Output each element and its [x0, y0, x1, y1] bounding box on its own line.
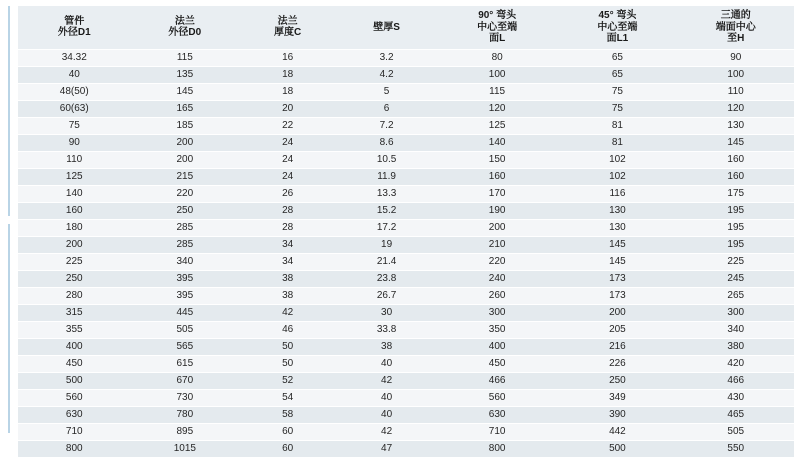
- table-cell: 38: [239, 270, 336, 287]
- table-cell: 710: [18, 423, 131, 440]
- table-row: [18, 321, 794, 338]
- table-cell: 350: [437, 321, 557, 338]
- col-header-tee-face-to-center-h: 三通的 端面中心 至H: [678, 6, 794, 49]
- table-cell: 130: [678, 117, 794, 134]
- table-cell: 90: [18, 134, 131, 151]
- table-cell: 130: [557, 202, 677, 219]
- specification-table: [18, 6, 794, 458]
- table-cell: 17.2: [336, 219, 437, 236]
- table-cell: 200: [131, 151, 240, 168]
- table-cell: 615: [131, 355, 240, 372]
- table-cell: 430: [678, 389, 794, 406]
- table-row: [18, 168, 794, 185]
- table-cell: 140: [437, 134, 557, 151]
- table-cell: 60: [239, 440, 336, 457]
- table-cell: 81: [557, 117, 677, 134]
- table-cell: 42: [336, 372, 437, 389]
- table-cell: 445: [131, 304, 240, 321]
- table-cell: 102: [557, 168, 677, 185]
- table-cell: 150: [437, 151, 557, 168]
- table-cell: 200: [557, 304, 677, 321]
- table-cell: 630: [18, 406, 131, 423]
- table-cell: 18: [239, 66, 336, 83]
- table-cell: 60: [239, 423, 336, 440]
- table-cell: 160: [678, 168, 794, 185]
- table-cell: 4.2: [336, 66, 437, 83]
- table-cell: 40: [336, 355, 437, 372]
- table-cell: 450: [437, 355, 557, 372]
- col-header-45-elbow-center-to-face-l1: 45° 弯头 中心至端 面L1: [557, 6, 677, 49]
- table-row: [18, 406, 794, 423]
- table-row: [18, 117, 794, 134]
- table-cell: 380: [678, 338, 794, 355]
- table-row: [18, 372, 794, 389]
- table-cell: 26.7: [336, 287, 437, 304]
- table-header-row: [18, 6, 794, 49]
- table-cell: 26: [239, 185, 336, 202]
- tee-fitting-panel: [8, 6, 10, 216]
- table-cell: 395: [131, 287, 240, 304]
- col-header-flange-outer-diameter-d0: 法兰 外径D0: [131, 6, 240, 49]
- table-cell: 390: [557, 406, 677, 423]
- table-cell: 195: [678, 236, 794, 253]
- table-cell: 34: [239, 236, 336, 253]
- table-cell: 8.6: [336, 134, 437, 151]
- table-cell: 65: [557, 49, 677, 66]
- table-cell: 54: [239, 389, 336, 406]
- table-cell: 500: [557, 440, 677, 457]
- table-cell: 340: [678, 321, 794, 338]
- table-row: [18, 202, 794, 219]
- table-cell: 220: [437, 253, 557, 270]
- table-cell: 50: [239, 355, 336, 372]
- table-cell: 565: [131, 338, 240, 355]
- table-cell: 38: [336, 338, 437, 355]
- table-cell: 75: [557, 100, 677, 117]
- table-cell: 48(50): [18, 83, 131, 100]
- table-cell: 115: [437, 83, 557, 100]
- table-cell: 250: [557, 372, 677, 389]
- col-header-flange-thickness-c: 法兰 厚度C: [239, 6, 336, 49]
- table-cell: 160: [678, 151, 794, 168]
- table-cell: 102: [557, 151, 677, 168]
- table-row: [18, 338, 794, 355]
- table-cell: 195: [678, 219, 794, 236]
- table-cell: 65: [557, 66, 677, 83]
- table-cell: 42: [239, 304, 336, 321]
- table-cell: 47: [336, 440, 437, 457]
- table-cell: 20: [239, 100, 336, 117]
- table-cell: 210: [437, 236, 557, 253]
- table-cell: 75: [557, 83, 677, 100]
- table-cell: 466: [678, 372, 794, 389]
- table-row: [18, 253, 794, 270]
- table-cell: 38: [239, 287, 336, 304]
- table-cell: 40: [18, 66, 131, 83]
- table-cell: 300: [678, 304, 794, 321]
- table-cell: 145: [131, 83, 240, 100]
- table-row: [18, 185, 794, 202]
- table-cell: 315: [18, 304, 131, 321]
- table-cell: 145: [678, 134, 794, 151]
- table-cell: 24: [239, 151, 336, 168]
- table-row: [18, 66, 794, 83]
- table-cell: 42: [336, 423, 437, 440]
- table-row: [18, 100, 794, 117]
- table-cell: 160: [18, 202, 131, 219]
- table-cell: 780: [131, 406, 240, 423]
- table-cell: 100: [678, 66, 794, 83]
- table-cell: 1015: [131, 440, 240, 457]
- table-header: [18, 6, 794, 49]
- table-cell: 630: [437, 406, 557, 423]
- table-cell: 10.5: [336, 151, 437, 168]
- table-cell: 5: [336, 83, 437, 100]
- table-cell: 245: [678, 270, 794, 287]
- table-cell: 400: [437, 338, 557, 355]
- table-cell: 450: [18, 355, 131, 372]
- table-row: [18, 49, 794, 66]
- table-cell: 145: [557, 236, 677, 253]
- table-cell: 560: [437, 389, 557, 406]
- table-cell: 34.32: [18, 49, 131, 66]
- table-cell: 216: [557, 338, 677, 355]
- table-cell: 16: [239, 49, 336, 66]
- table-cell: 165: [131, 100, 240, 117]
- col-header-90-elbow-center-to-face-l: 90° 弯头 中心至端 面L: [437, 6, 557, 49]
- table-cell: 90: [678, 49, 794, 66]
- table-cell: 200: [437, 219, 557, 236]
- table-cell: 710: [437, 423, 557, 440]
- elbow-fitting-panel: [8, 224, 10, 434]
- table-cell: 280: [18, 287, 131, 304]
- table-cell: 180: [18, 219, 131, 236]
- table-cell: 265: [678, 287, 794, 304]
- table-cell: 442: [557, 423, 677, 440]
- table-cell: 670: [131, 372, 240, 389]
- table-cell: 13.3: [336, 185, 437, 202]
- table-cell: 465: [678, 406, 794, 423]
- table-cell: 466: [437, 372, 557, 389]
- table-cell: 30: [336, 304, 437, 321]
- table-cell: 800: [18, 440, 131, 457]
- table-cell: 355: [18, 321, 131, 338]
- table-row: [18, 151, 794, 168]
- table-cell: 200: [18, 236, 131, 253]
- table-cell: 550: [678, 440, 794, 457]
- table-row: [18, 355, 794, 372]
- table-cell: 225: [678, 253, 794, 270]
- table-cell: 75: [18, 117, 131, 134]
- table-cell: 125: [437, 117, 557, 134]
- table-cell: 28: [239, 202, 336, 219]
- specification-table-wrap: [16, 0, 800, 454]
- table-cell: 80: [437, 49, 557, 66]
- table-cell: 115: [131, 49, 240, 66]
- table-cell: 175: [678, 185, 794, 202]
- table-cell: 110: [18, 151, 131, 168]
- table-row: [18, 389, 794, 406]
- table-cell: 250: [131, 202, 240, 219]
- table-cell: 15.2: [336, 202, 437, 219]
- table-cell: 420: [678, 355, 794, 372]
- table-cell: 200: [131, 134, 240, 151]
- table-row: [18, 287, 794, 304]
- table-cell: 100: [437, 66, 557, 83]
- table-row: [18, 83, 794, 100]
- table-cell: 500: [18, 372, 131, 389]
- table-row: [18, 423, 794, 440]
- table-cell: 19: [336, 236, 437, 253]
- table-body: [18, 49, 794, 457]
- table-cell: 120: [437, 100, 557, 117]
- table-cell: 40: [336, 389, 437, 406]
- table-cell: 6: [336, 100, 437, 117]
- table-cell: 81: [557, 134, 677, 151]
- table-cell: 560: [18, 389, 131, 406]
- col-header-wall-thickness-s: 壁厚S: [336, 6, 437, 49]
- table-cell: 145: [557, 253, 677, 270]
- table-cell: 190: [437, 202, 557, 219]
- table-cell: 33.8: [336, 321, 437, 338]
- table-cell: 21.4: [336, 253, 437, 270]
- table-row: [18, 219, 794, 236]
- table-cell: 220: [131, 185, 240, 202]
- table-cell: 130: [557, 219, 677, 236]
- table-cell: 50: [239, 338, 336, 355]
- table-cell: 400: [18, 338, 131, 355]
- table-cell: 505: [678, 423, 794, 440]
- table-row: [18, 270, 794, 287]
- table-cell: 300: [437, 304, 557, 321]
- table-cell: 730: [131, 389, 240, 406]
- table-cell: 120: [678, 100, 794, 117]
- table-cell: 349: [557, 389, 677, 406]
- table-cell: 58: [239, 406, 336, 423]
- table-cell: 205: [557, 321, 677, 338]
- table-cell: 895: [131, 423, 240, 440]
- table-cell: 226: [557, 355, 677, 372]
- table-cell: 7.2: [336, 117, 437, 134]
- table-cell: 110: [678, 83, 794, 100]
- table-cell: 46: [239, 321, 336, 338]
- table-cell: 52: [239, 372, 336, 389]
- table-cell: 395: [131, 270, 240, 287]
- table-cell: 40: [336, 406, 437, 423]
- table-cell: 173: [557, 287, 677, 304]
- table-cell: 505: [131, 321, 240, 338]
- table-cell: 24: [239, 168, 336, 185]
- table-cell: 225: [18, 253, 131, 270]
- table-cell: 140: [18, 185, 131, 202]
- table-cell: 28: [239, 219, 336, 236]
- table-cell: 215: [131, 168, 240, 185]
- table-cell: 185: [131, 117, 240, 134]
- table-row: [18, 236, 794, 253]
- table-cell: 173: [557, 270, 677, 287]
- table-cell: 3.2: [336, 49, 437, 66]
- table-cell: 18: [239, 83, 336, 100]
- table-cell: 285: [131, 236, 240, 253]
- table-cell: 260: [437, 287, 557, 304]
- table-cell: 195: [678, 202, 794, 219]
- table-cell: 11.9: [336, 168, 437, 185]
- col-header-outer-diameter-d1: 管件 外径D1: [18, 6, 131, 49]
- table-cell: 125: [18, 168, 131, 185]
- product-images-column: [0, 0, 16, 439]
- table-row: [18, 304, 794, 321]
- table-cell: 160: [437, 168, 557, 185]
- table-cell: 800: [437, 440, 557, 457]
- table-cell: 340: [131, 253, 240, 270]
- table-cell: 34: [239, 253, 336, 270]
- table-cell: 22: [239, 117, 336, 134]
- table-row: [18, 134, 794, 151]
- table-cell: 240: [437, 270, 557, 287]
- table-cell: 24: [239, 134, 336, 151]
- table-cell: 135: [131, 66, 240, 83]
- table-cell: 60(63): [18, 100, 131, 117]
- table-cell: 170: [437, 185, 557, 202]
- table-cell: 116: [557, 185, 677, 202]
- table-cell: 285: [131, 219, 240, 236]
- table-cell: 250: [18, 270, 131, 287]
- table-cell: 23.8: [336, 270, 437, 287]
- table-row: [18, 440, 794, 457]
